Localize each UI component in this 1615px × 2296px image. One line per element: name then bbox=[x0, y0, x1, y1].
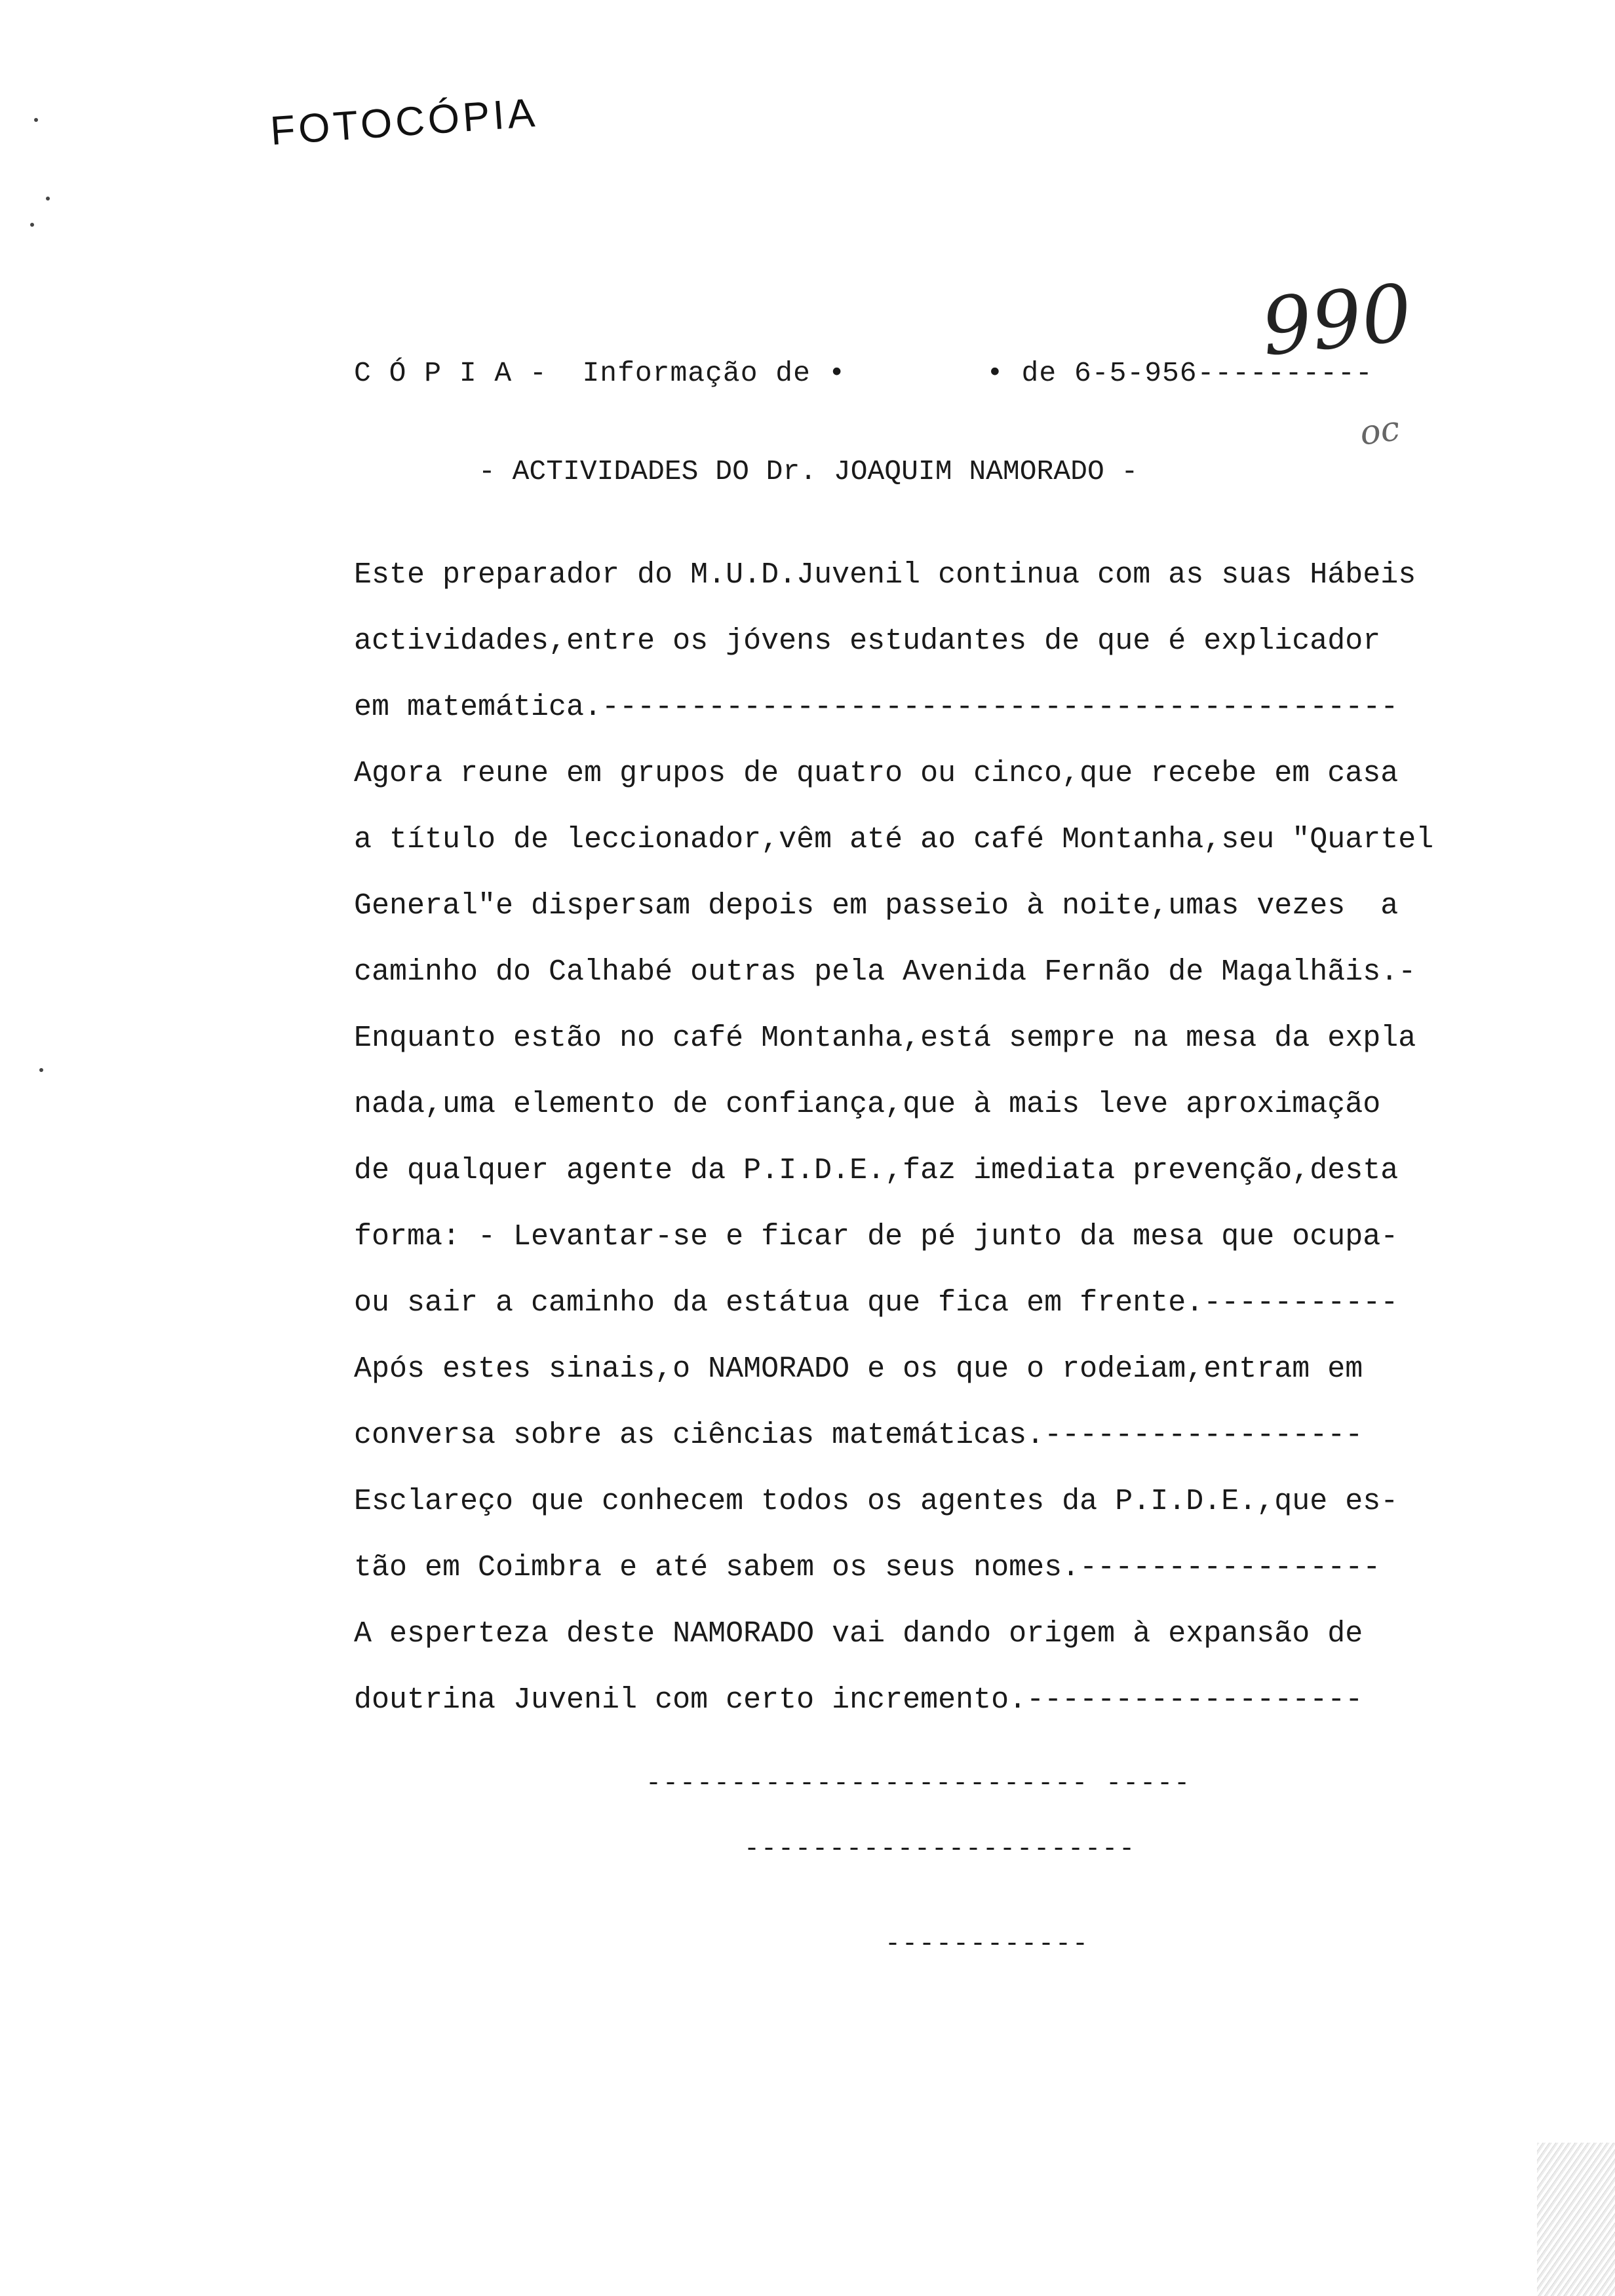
scan-edge-noise bbox=[1537, 2143, 1615, 2296]
scan-speck bbox=[46, 197, 50, 201]
document-header: C Ó P I A - Informação de • • de 6-5-956---------- bbox=[354, 357, 1373, 389]
body-line: General"e dispersam depois em passeio à noite,umas vezes a bbox=[354, 889, 1399, 923]
body-line: Agora reune em grupos de quatro ou cinco,que recebe em casa bbox=[354, 757, 1399, 790]
body-line: A esperteza deste NAMORADO vai dando origem à expansão de bbox=[354, 1617, 1363, 1651]
closing-rule: -------------------------- ----- bbox=[646, 1769, 1192, 1799]
body-line: ou sair a caminho da estátua que fica em frente.----------- bbox=[354, 1286, 1399, 1320]
body-line: forma: - Levantar-se e ficar de pé junto da mesa que ocupa- bbox=[354, 1220, 1399, 1253]
body-line: Esclareço que conhecem todos os agentes da P.I.D.E.,que es- bbox=[354, 1485, 1399, 1518]
photocopy-stamp: FOTOCÓPIA bbox=[269, 90, 539, 155]
document-title: - ACTIVIDADES DO Dr. JOAQUIM NAMORADO - bbox=[478, 455, 1138, 488]
folio-number: 990 bbox=[1257, 267, 1416, 374]
folio-annotation: oc bbox=[1357, 409, 1403, 453]
body-line: Este preparador do M.U.D.Juvenil continua com as suas Hábeis bbox=[354, 558, 1416, 592]
document-body bbox=[354, 556, 1553, 1747]
body-line: actividades,entre os jóvens estudantes de que é explicador bbox=[354, 624, 1381, 658]
body-line: doutrina Juvenil com certo incremento.------------------- bbox=[354, 1683, 1363, 1717]
body-line: a título de leccionador,vêm até ao café Montanha,seu "Quartel bbox=[354, 823, 1434, 856]
body-line: Após estes sinais,o NAMORADO e os que o rodeiam,entram em bbox=[354, 1352, 1363, 1386]
body-line: nada,uma elemento de confiança,que à mais leve aproximação bbox=[354, 1088, 1381, 1121]
body-line: tão em Coimbra e até sabem os seus nomes.----------------- bbox=[354, 1551, 1381, 1584]
body-line: conversa sobre as ciências matemáticas.------------------ bbox=[354, 1419, 1363, 1452]
closing-rule: ------------ bbox=[885, 1930, 1090, 1959]
scan-speck bbox=[39, 1068, 43, 1072]
closing-rule: ----------------------- bbox=[744, 1835, 1137, 1864]
body-line: em matemática.--------------------------------------------- bbox=[354, 691, 1399, 724]
body-line: Enquanto estão no café Montanha,está sempre na mesa da expla bbox=[354, 1022, 1416, 1055]
scan-speck bbox=[34, 118, 38, 122]
scan-speck bbox=[30, 223, 34, 227]
body-line: de qualquer agente da P.I.D.E.,faz imediata prevenção,desta bbox=[354, 1154, 1399, 1187]
body-line: caminho do Calhabé outras pela Avenida Fernão de Magalhãis.- bbox=[354, 955, 1416, 989]
